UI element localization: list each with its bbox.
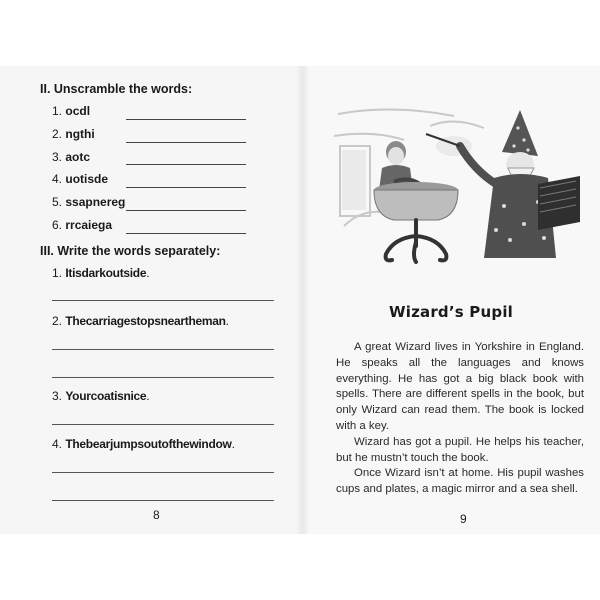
item-number: 5. [52,195,63,210]
answer-line [52,500,274,501]
story-paragraph: A great Wizard lives in Yorkshire in England. He speaks all the languages and knows everything. He has got a big black book with spells. There are different spells in the book, but only Wizard can read them. The book is locked with a key. [336,341,584,432]
scrambled-word: ngthi [65,126,95,141]
answer-line [126,164,246,165]
unscramble-item [52,104,252,127]
item-number: 4. [52,437,63,451]
answer-line [52,349,274,350]
answer-line [126,187,246,188]
story-paragraph: Wizard has got a pupil. He helps his teacher, but he mustn’t touch the book. [336,435,584,464]
joined-sentence: Itisdarkoutside [65,266,147,280]
sentence-item [52,266,150,280]
scrambled-word: rrcaiega [65,217,113,232]
scrambled-word: ocdl [65,104,91,118]
joined-sentence: Thecarriagestopsneartheman [65,314,226,328]
story-paragraph: Once Wizard isn’t at home. His pupil washes cups and plates, a magic mirror and a sea shell. [336,467,584,496]
wizard-illustration [334,106,584,268]
answer-line [52,424,274,425]
item-number: 2. [52,126,63,141]
scrambled-word: aotc [65,149,91,164]
sentence-punct: . [225,314,229,328]
page-number-left: 8 [153,508,160,522]
item-number: 4. [52,172,63,187]
unscramble-item [52,127,252,150]
book-gutter [296,66,310,534]
answer-line [126,210,246,211]
scrambled-word: ssapnereg [65,195,126,210]
item-number: 6. [52,217,63,232]
answer-line [126,142,246,143]
answer-line [52,377,274,378]
item-number: 1. [52,104,63,118]
sentence-item [52,314,229,328]
sentence-item [52,389,150,403]
section-3-title: III. Write the words separately: [40,244,221,258]
answer-line [126,119,246,120]
scrambled-word: uotisde [65,172,109,187]
sentence-punct: . [231,437,235,451]
item-number: 2. [52,314,63,328]
unscramble-item [52,172,252,195]
item-number: 1. [52,266,63,280]
story-text [336,340,584,498]
answer-line [52,300,274,301]
sentence-punct: . [146,389,150,403]
page-number-right: 9 [460,512,467,526]
unscramble-item [52,218,252,241]
sentence-punct: . [146,266,150,280]
joined-sentence: Thebearjumpsoutofthewindow [65,437,232,451]
unscramble-list [52,104,252,241]
sentence-item [52,437,235,451]
section-2-title: II. Unscramble the words: [40,82,193,96]
answer-line [52,472,274,473]
unscramble-item [52,195,252,218]
answer-line [126,233,246,234]
unscramble-item [52,150,252,173]
story-title: Wizard’s Pupil [388,303,514,321]
item-number: 3. [52,149,63,164]
joined-sentence: Yourcoatisnice [65,389,147,403]
item-number: 3. [52,389,63,403]
